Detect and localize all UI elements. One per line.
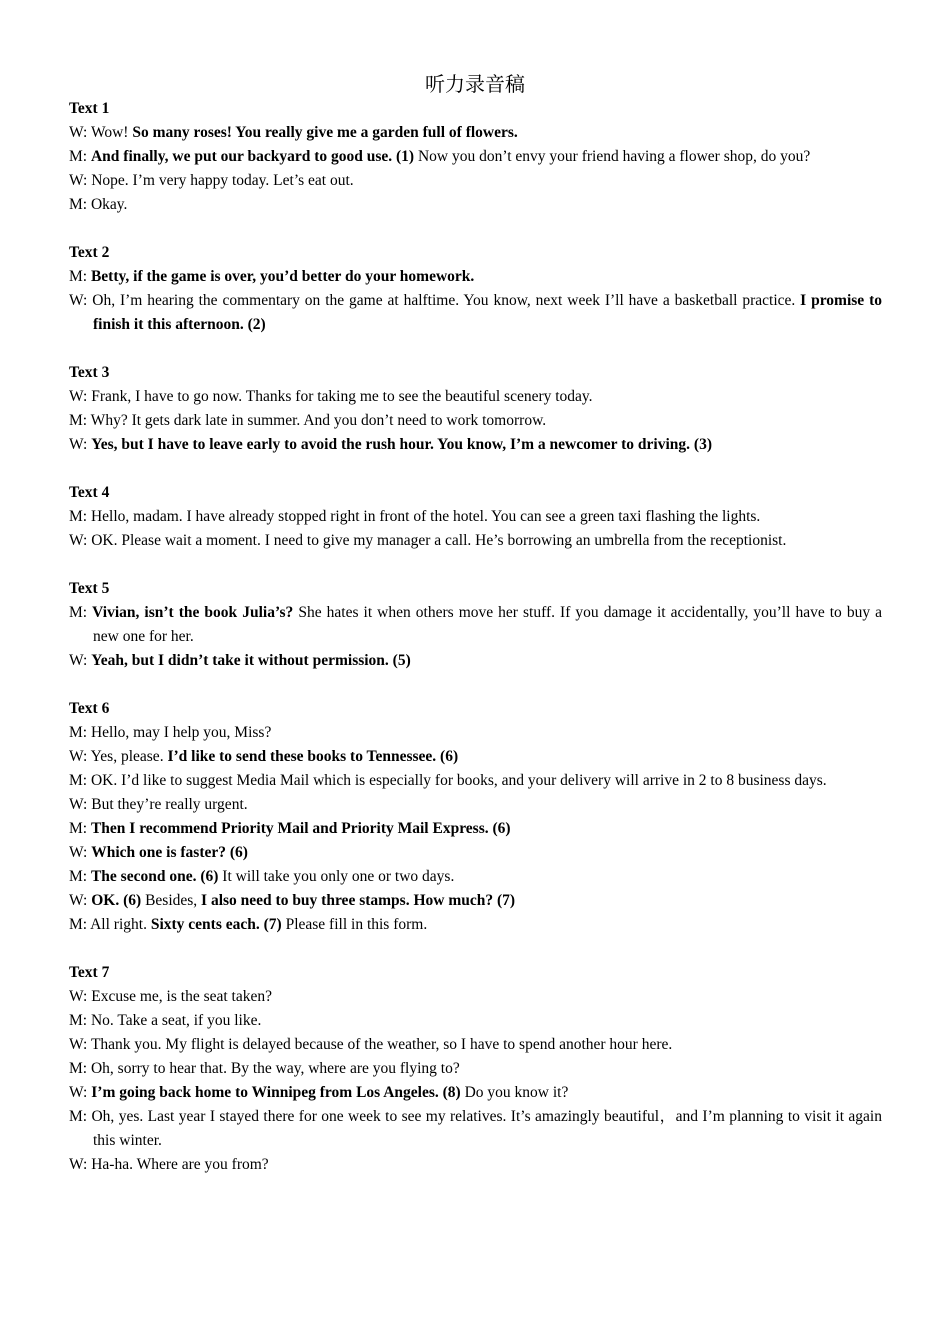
dialogue-text: W: bbox=[69, 436, 92, 453]
transcript-body bbox=[69, 97, 882, 1177]
dialogue-line bbox=[69, 169, 882, 193]
answer-highlight: Betty, if the game is over, you’d better do your homework. bbox=[90, 268, 475, 285]
answer-highlight: Vivian, isn’t the book Julia’s? bbox=[92, 604, 294, 621]
dialogue-line bbox=[69, 289, 882, 337]
dialogue-text: Please fill in this form. bbox=[281, 916, 428, 933]
dialogue-text: M: Hello, may I help you, Miss? bbox=[69, 724, 272, 741]
dialogue-line bbox=[69, 841, 882, 865]
dialogue-line bbox=[69, 985, 882, 1009]
dialogue-line bbox=[69, 1009, 882, 1033]
dialogue-text: M: Hello, madam. I have already stopped right in front of the hotel. You can see a green taxi flashing the lights. bbox=[69, 508, 761, 525]
dialogue-line bbox=[69, 505, 882, 529]
section-spacer bbox=[69, 217, 882, 241]
dialogue-text: W: OK. Please wait a moment. I need to give my manager a call. He’s borrowing an umbrella from the receptionist. bbox=[69, 532, 787, 549]
dialogue-line bbox=[69, 817, 882, 841]
text-section bbox=[69, 481, 882, 553]
text-section bbox=[69, 961, 882, 1177]
dialogue-line bbox=[69, 601, 882, 649]
answer-highlight: Sixty cents each. (7) bbox=[150, 916, 282, 933]
dialogue-line bbox=[69, 265, 882, 289]
dialogue-line bbox=[69, 1153, 882, 1177]
dialogue-text: M: Okay. bbox=[69, 196, 128, 213]
dialogue-line bbox=[69, 1081, 882, 1105]
dialogue-text: W: bbox=[69, 844, 92, 861]
dialogue-text: M: bbox=[69, 868, 91, 885]
document-title: 听力录音稿 bbox=[425, 72, 525, 96]
dialogue-text: M: bbox=[69, 148, 91, 165]
dialogue-text: M: Oh, sorry to hear that. By the way, where are you flying to? bbox=[69, 1060, 460, 1077]
dialogue-text: W: Wow! bbox=[69, 124, 133, 141]
dialogue-text: M: Why? It gets dark late in summer. And you don’t need to work tomorrow. bbox=[69, 412, 547, 429]
dialogue-text: M: OK. I’d like to suggest Media Mail which is especially for books, and your delivery will arrive in 2 to 8 business days. bbox=[69, 772, 827, 789]
answer-highlight: I’d like to send these books to Tennessee. (6) bbox=[167, 748, 459, 765]
answer-highlight: Then I recommend Priority Mail and Priority Mail Express. (6) bbox=[90, 820, 511, 837]
dialogue-text: M: No. Take a seat, if you like. bbox=[69, 1012, 262, 1029]
dialogue-text: It will take you only one or two days. bbox=[218, 868, 455, 885]
dialogue-line bbox=[69, 889, 882, 913]
section-heading: Text 1 bbox=[69, 100, 110, 117]
answer-highlight: I’m going back home to Winnipeg from Los Angeles. (8) bbox=[91, 1084, 461, 1101]
dialogue-text: She hates it when others move her stuff. If you damage it accidentally, you’ll have to buy a new one for her. bbox=[93, 604, 883, 645]
dialogue-line bbox=[69, 913, 882, 937]
text-section bbox=[69, 697, 882, 937]
dialogue-text: W: Excuse me, is the seat taken? bbox=[69, 988, 272, 1005]
text-section bbox=[69, 97, 882, 217]
dialogue-text: M: bbox=[69, 604, 93, 621]
section-heading: Text 5 bbox=[69, 580, 110, 597]
dialogue-text: W: Frank, I have to go now. Thanks for taking me to see the beautiful scenery today. bbox=[69, 388, 593, 405]
dialogue-text: M: All right. bbox=[69, 916, 151, 933]
section-heading: Text 7 bbox=[69, 964, 110, 981]
dialogue-line bbox=[69, 433, 882, 457]
section-heading: Text 2 bbox=[69, 244, 110, 261]
section-heading: Text 3 bbox=[69, 364, 110, 381]
dialogue-text: W: bbox=[69, 652, 92, 669]
text-section bbox=[69, 577, 882, 673]
dialogue-line bbox=[69, 385, 882, 409]
dialogue-text: M: Oh, yes. Last year I stayed there for one week to see my relatives. It’s amazingly beautiful，and I’m planning to visit it again this winter. bbox=[69, 1108, 882, 1149]
dialogue-text: W: Ha-ha. Where are you from? bbox=[69, 1156, 269, 1173]
section-spacer bbox=[69, 553, 882, 577]
dialogue-line bbox=[69, 529, 882, 553]
dialogue-line bbox=[69, 1057, 882, 1081]
answer-highlight: Yeah, but I didn’t take it without permission. (5) bbox=[91, 652, 411, 669]
answer-highlight: OK. (6) bbox=[91, 892, 142, 909]
dialogue-text: W: Nope. I’m very happy today. Let’s eat out. bbox=[69, 172, 354, 189]
answer-highlight: So many roses! You really give me a garden full of flowers. bbox=[132, 124, 518, 141]
dialogue-text: M: bbox=[69, 268, 91, 285]
section-heading: Text 4 bbox=[69, 484, 110, 501]
dialogue-line bbox=[69, 121, 882, 145]
answer-highlight: And finally, we put our backyard to good use. (1) bbox=[90, 148, 415, 165]
dialogue-line bbox=[69, 193, 882, 217]
answer-highlight: The second one. (6) bbox=[90, 868, 219, 885]
dialogue-line bbox=[69, 1105, 882, 1153]
dialogue-line bbox=[69, 145, 882, 169]
section-spacer bbox=[69, 337, 882, 361]
dialogue-text: Now you don’t envy your friend having a flower shop, do you? bbox=[414, 148, 811, 165]
dialogue-line bbox=[69, 649, 882, 673]
dialogue-line bbox=[69, 865, 882, 889]
answer-highlight: I also need to buy three stamps. How much? (7) bbox=[201, 892, 516, 909]
text-section bbox=[69, 241, 882, 337]
dialogue-text: W: Yes, please. bbox=[69, 748, 168, 765]
answer-highlight: Which one is faster? (6) bbox=[91, 844, 248, 861]
dialogue-line bbox=[69, 409, 882, 433]
section-spacer bbox=[69, 457, 882, 481]
text-section bbox=[69, 361, 882, 457]
answer-highlight: I promise to finish it this afternoon. (2) bbox=[93, 292, 882, 333]
dialogue-text: W: bbox=[69, 892, 92, 909]
dialogue-text: M: bbox=[69, 820, 91, 837]
answer-highlight: Yes, but I have to leave early to avoid the rush hour. You know, I’m a newcomer to driving. (3) bbox=[91, 436, 712, 453]
dialogue-line bbox=[69, 793, 882, 817]
dialogue-line bbox=[69, 721, 882, 745]
dialogue-line bbox=[69, 769, 882, 793]
dialogue-text: W: Oh, I’m hearing the commentary on the game at halftime. You know, next week I’ll have a basketball practice. bbox=[69, 292, 801, 309]
dialogue-line bbox=[69, 1033, 882, 1057]
dialogue-text: W: bbox=[69, 1084, 92, 1101]
dialogue-text: Besides, bbox=[141, 892, 202, 909]
dialogue-text: W: But they’re really urgent. bbox=[69, 796, 248, 813]
section-heading: Text 6 bbox=[69, 700, 110, 717]
dialogue-line bbox=[69, 745, 882, 769]
dialogue-text: W: Thank you. My flight is delayed because of the weather, so I have to spend another hour here. bbox=[69, 1036, 673, 1053]
dialogue-text: Do you know it? bbox=[460, 1084, 569, 1101]
section-spacer bbox=[69, 673, 882, 697]
section-spacer bbox=[69, 937, 882, 961]
